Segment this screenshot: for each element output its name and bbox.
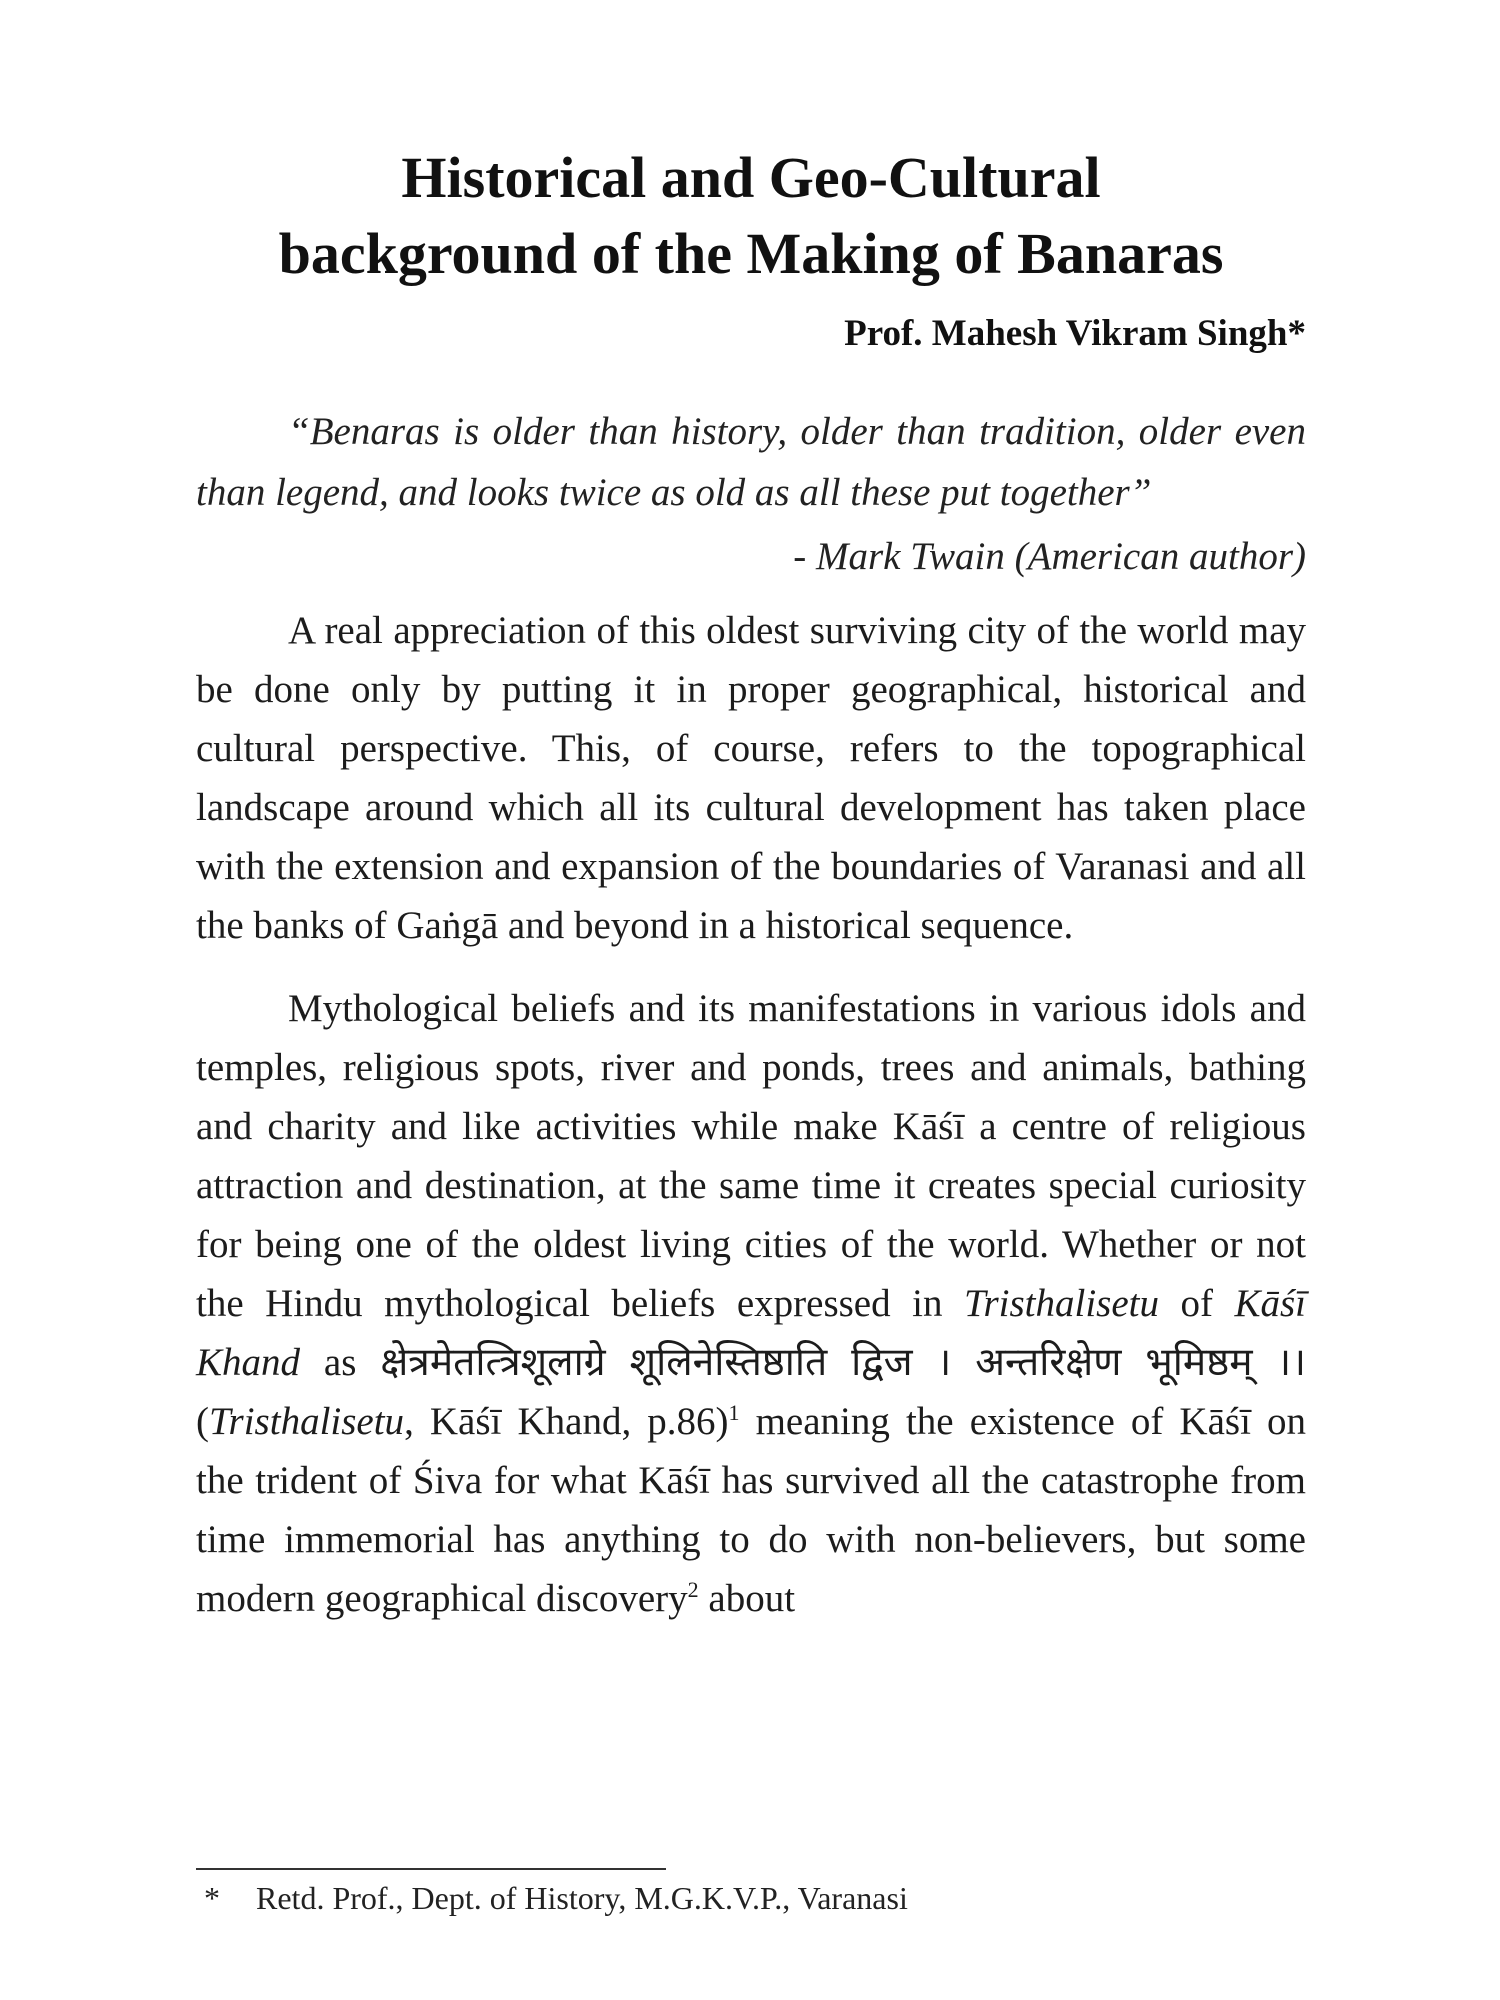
footnote-mark: * (204, 1880, 220, 1916)
epigraph-quote: “Benaras is older than history, older than tradition, older even than legend, and looks twice as old as all these put together” (196, 410, 1306, 514)
para2-italic-tristhalisetu: Tristhalisetu (963, 1282, 1159, 1325)
footnote-ref-1: 1 (728, 1400, 740, 1425)
author-name: Prof. Mahesh Vikram Singh* (844, 313, 1306, 354)
para2-italic-citation: Tristhalisetu (209, 1400, 405, 1443)
footnote-divider (196, 1868, 666, 1870)
title-line-1: Historical and Geo-Cultural (401, 145, 1101, 210)
para2-sanskrit-verse: as क्षेत्रमेतत्त्रिशूलाग्रे शूलिनेस्तिष्ठाति द्विज । अन्तरिक्षेण भूमिष्ठम् ।। ( (196, 1341, 1306, 1443)
footnote (204, 1880, 908, 1917)
para2-text-2: of (1159, 1282, 1235, 1325)
title-line-2: background of the Making of Banaras (278, 221, 1224, 286)
footnote-text: Retd. Prof., Dept. of History, M.G.K.V.P., Varanasi (256, 1880, 908, 1916)
page-title (196, 140, 1306, 292)
para2-italic-kasi-khand: Kāśī Khand (196, 1282, 1306, 1384)
body-paragraph-2 (196, 979, 1306, 1628)
para2-text-6: about (698, 1577, 796, 1620)
para2-text-1: Mythological beliefs and its manifestations in various idols and temples, religious spots, river and ponds, trees and animals, bathing and charity and like activities while make Kāśī a centre of religious attraction and destination, at the same time it creates special curiosity for being one of the oldest living cities of the world. Whether or not the Hindu mythological beliefs expressed in (196, 987, 1306, 1325)
epigraph-attribution: - Mark Twain (American author) (793, 535, 1306, 578)
document-page (196, 140, 1306, 1628)
para2-text-4: , Kāśī Khand, p.86) (404, 1400, 729, 1443)
footnote-ref-2: 2 (687, 1577, 699, 1602)
para2-text-5: meaning the existence of Kāśī on the trident of Śiva for what Kāśī has survived all the catastrophe from time immemorial has anything to do with non-believers, but some modern geographical discovery (196, 1400, 1307, 1620)
body-paragraph-1: A real appreciation of this oldest surviving city of the world may be done only by putting it in proper geographical, historical and cultural perspective. This, of course, refers to the topographical landscape around which all its cultural development has taken place with the extension and expansion of the boundaries of Varanasi and all the banks of Gaṅgā and beyond in a historical sequence. (196, 609, 1306, 947)
